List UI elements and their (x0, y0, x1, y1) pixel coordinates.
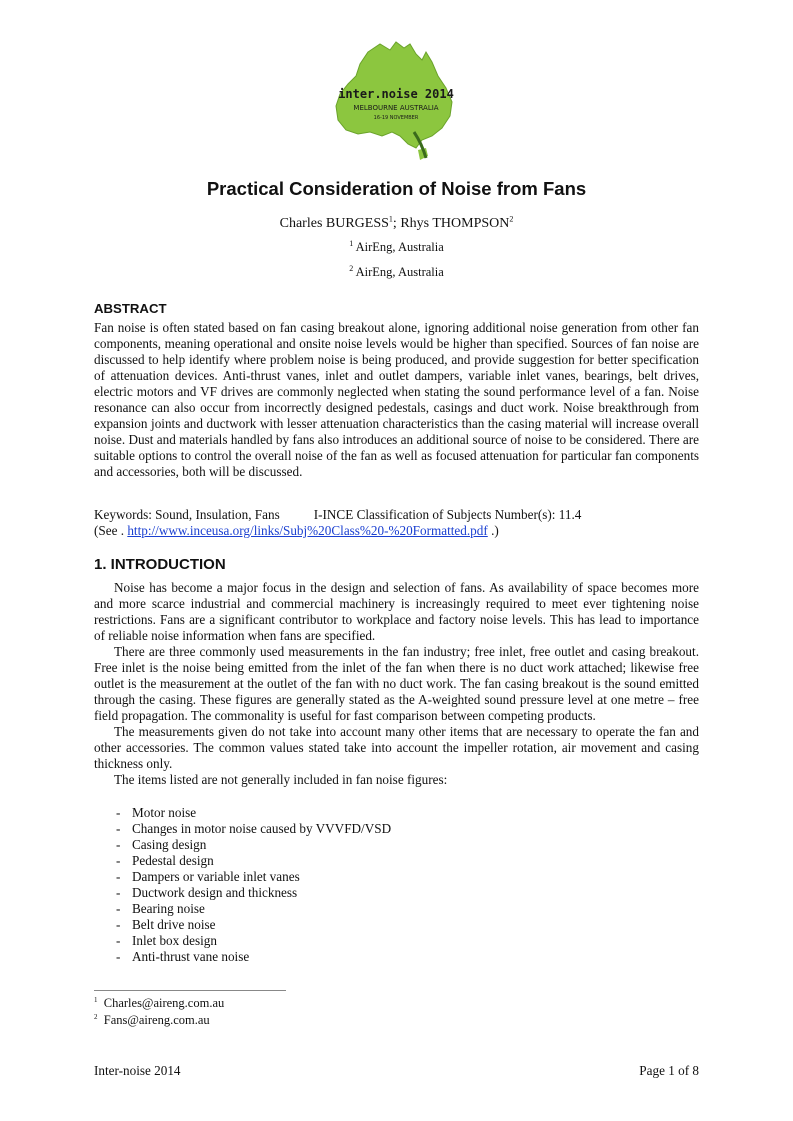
footer-page-number: Page 1 of 8 (639, 1063, 699, 1078)
author-2: Rhys THOMPSON (400, 216, 510, 231)
keywords-line (94, 507, 734, 523)
noise-items-list (94, 805, 699, 965)
author-line (0, 216, 793, 232)
affiliation-1 (0, 240, 793, 255)
classification-link[interactable]: http://www.inceusa.org/links/Subj%20Class%20-%20Formatted.pdf (127, 523, 488, 538)
list-item: - Changes in motor noise caused by VVVFD/VSD (116, 821, 392, 836)
list-item: - Belt drive noise (116, 917, 216, 932)
abstract-text: Fan noise is often stated based on fan casing breakout alone, ignoring additional noise generation from other fan components, meaning operational and onsite noise levels would be higher than specified. Sources of fan noise are discussed to help identify where problem noise is being produced, and provide suggestion for better specification of attenuation devices. Anti-thrust vanes, inlet and outlet dampers, variable inlet vanes, bearings, belt drives, electric motors and VF drives are commonly neglected when stating the sound performance level of a fan. Noise resonance can also occur from incorrectly designed pedestals, casings and duct work. Noise breakthrough from expansion joints and ductwork with lesser attenuation characteristics than the casing material will increase overall noise. Dust and materials handled by fans also introduces an additional source of noise to be considered. There are suitable options to control the overall noise of the fan as well as focused attenuation for particular fan components and accessories, both will be discussed. (94, 320, 699, 479)
list-item: - Dampers or variable inlet vanes (116, 869, 300, 884)
intro-paragraph-1: Noise has become a major focus in the design and selection of fans. As availability of space becomes more and more scarce industrial and commercial machinery is increasingly required to meet ever tightening noise restrictions. Fans are a significant contributor to workplace and factory noise levels. This has lead to importance of reliable noise information when fans are specified. (94, 580, 699, 643)
affiliation-1-mark: 1 (349, 238, 354, 248)
list-item: - Bearing noise (116, 901, 205, 916)
logo-line2: MELBOURNE AUSTRALIA (353, 104, 439, 112)
intro-paragraph-2: There are three commonly used measurements in the fan industry; free inlet, free outlet and casing breakout. Free inlet is the noise being emitted from the inlet of the fan when there is no duct work attached; likewise free outlet is the measurement at the outlet of the fan with no duct work. The fan casing breakout is the sound emitted through the casing. These figures are generally stated as the A-weighted sound pressure level at one metre – free field propagation. The commonality is useful for fast comparison between competing products. (94, 644, 699, 723)
list-item: - Ductwork design and thickness (116, 885, 298, 900)
list-item: - Pedestal design (116, 853, 214, 868)
logo-line3: 16-19 NOVEMBER (373, 115, 419, 121)
classification-text: I-INCE Classification of Subjects Number(s): 11.4 (313, 507, 582, 522)
see-prefix: (See . (94, 523, 128, 538)
keywords-text: Keywords: Sound, Insulation, Fans (94, 507, 280, 522)
author-2-mark: 2 (509, 214, 514, 224)
author-1: Charles BURGESS (279, 216, 389, 231)
paper-title: Practical Consideration of Noise from Fans (206, 178, 587, 199)
section-1-body (94, 580, 699, 788)
footnote-2-mark: 2 (94, 1012, 98, 1021)
see-suffix: .) (487, 523, 499, 538)
intro-paragraph-3: The measurements given do not take into account many other items that are necessary to operate the fan and other accessories. The common values stated take into account the impeller rotation, air movement and casing thickness only. (94, 724, 699, 771)
author-separator: ; (392, 216, 401, 231)
footnote-1 (94, 996, 224, 1011)
footer-conference: Inter-noise 2014 (94, 1063, 181, 1078)
logo-line1: inter.noise 2014 (338, 87, 454, 101)
list-item: - Motor noise (116, 805, 197, 820)
see-line (94, 523, 734, 539)
author-1-mark: 1 (388, 214, 393, 224)
affiliation-2 (0, 265, 793, 280)
section-1-heading: 1. INTRODUCTION (94, 556, 226, 573)
affiliation-2-mark: 2 (349, 263, 354, 273)
footnote-1-text: Charles@aireng.com.au (103, 996, 225, 1010)
footnote-2-text: Fans@aireng.com.au (103, 1013, 210, 1027)
footnote-1-mark: 1 (94, 995, 98, 1004)
list-item: - Anti-thrust vane noise (116, 949, 250, 964)
list-item: - Casing design (116, 837, 207, 852)
abstract-heading: ABSTRACT (94, 301, 167, 316)
intro-paragraph-4: The items listed are not generally included in fan noise figures: (114, 772, 448, 787)
affiliation-1-text: AirEng, Australia (355, 240, 444, 254)
list-item: - Inlet box design (116, 933, 217, 948)
footnote-2 (94, 1013, 210, 1028)
conference-logo (330, 40, 460, 162)
footnote-divider (94, 990, 286, 991)
affiliation-2-text: AirEng, Australia (355, 265, 444, 279)
